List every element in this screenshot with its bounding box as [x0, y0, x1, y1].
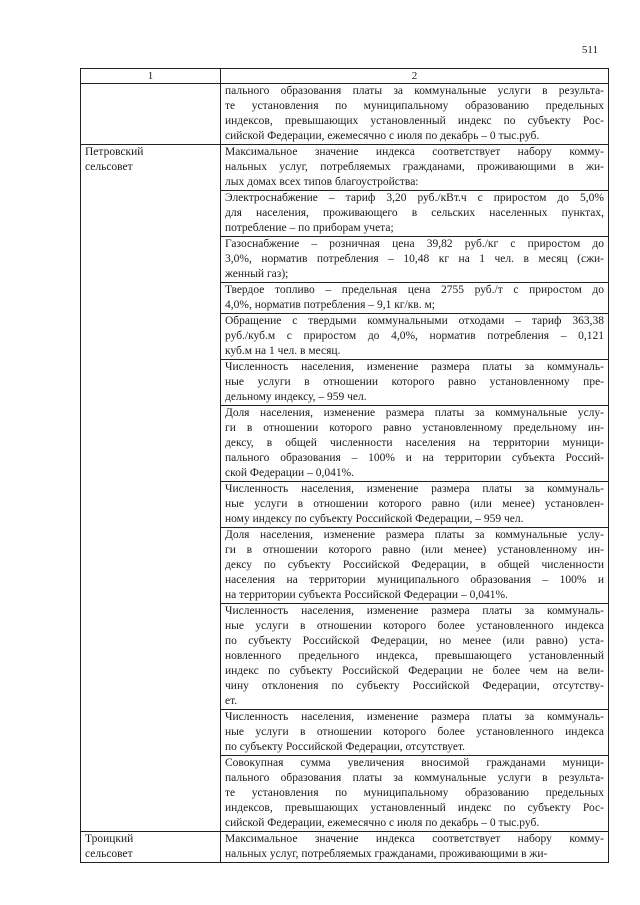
municipality-name-line: Троицкий — [85, 833, 134, 845]
text-line: пального образования платы за коммунальные услуги в результа- — [225, 772, 604, 784]
paragraph — [225, 283, 604, 313]
text-line: ги в отношении которого равно (или менее) установленному ин- — [225, 544, 604, 556]
paragraph — [225, 406, 604, 481]
text-line: женный газ); — [225, 268, 289, 280]
text-line: Максимальное значение индекса соответствует набору комму- — [225, 833, 604, 845]
text-line: населения на территории муниципального образования – 100% и — [225, 574, 604, 586]
table-row — [81, 832, 609, 863]
text-line: по субъекту Российской Федерации, отсутствует. — [225, 741, 466, 753]
municipality-name-cell — [81, 832, 221, 863]
text-line: пального образования – 100% и на территории субъекта Россий- — [225, 452, 604, 464]
municipality-name-cell — [81, 84, 221, 145]
text-line: ные услуги в отношении которого более установленного индекса — [225, 726, 604, 738]
paragraph — [225, 84, 604, 144]
text-line: пального образования платы за коммунальные услуги в результа- — [225, 85, 604, 97]
text-line: Доля населения, изменение размера платы за коммунальные услу- — [225, 529, 604, 541]
table-header-row — [81, 69, 609, 84]
text-line: на территории субъекта Российской Федерации – 0,041%. — [225, 589, 508, 601]
text-line: сийской Федерации, ежемесячно с июля по декабрь – 0 тыс.руб. — [225, 817, 540, 829]
text-line: Электроснабжение – тариф 3,20 руб./кВт.ч с приростом до 5,0% — [225, 192, 604, 204]
text-line: те установления по муниципальному образованию предельных — [225, 787, 604, 799]
text-line: Численность населения, изменение размера платы за коммуналь- — [225, 361, 604, 373]
paragraph — [225, 237, 604, 282]
text-line: ные услуги в отношении которого равно установленному пре- — [225, 376, 604, 388]
municipality-name-cell — [81, 145, 221, 832]
text-line: новленного предельного индекса, превышающего установленный — [225, 650, 604, 662]
column-header-2: 2 — [221, 69, 609, 84]
municipality-name-line: сельсовет — [85, 848, 133, 860]
text-line: 3,0%, норматив потребления – 10,48 кг на 1 чел. в месяц (сжи- — [225, 253, 604, 265]
paragraph — [225, 191, 604, 236]
text-line: для населения, проживающего в сельских населенных пунктах, — [225, 207, 604, 219]
text-line: ет. — [225, 695, 238, 707]
paragraph — [225, 482, 604, 527]
text-line: по субъекту Российской Федерации, но менее (или равно) уста- — [225, 635, 604, 647]
text-line: Численность населения, изменение размера платы за коммуналь- — [225, 711, 604, 723]
text-line: Совокупная сумма увеличения вносимой гражданами муници- — [225, 757, 604, 769]
text-line: ги в отношении которого равно установленному предельному ин- — [225, 422, 604, 434]
text-line: Газоснабжение – розничная цена 39,82 руб./кг с приростом до — [225, 238, 604, 250]
description-cell — [221, 145, 609, 832]
paragraph — [225, 604, 604, 709]
municipality-name-line: Петровский — [85, 146, 144, 158]
text-line: индексов, превышающих установленный индекс по субъекту Рос- — [225, 802, 604, 814]
text-line: дельному индексу, – 959 чел. — [225, 391, 367, 403]
text-line: лых домах всех типов благоустройства: — [225, 176, 419, 188]
text-line: нальных услуг, потребляемых гражданами, проживающими в жи- — [225, 848, 548, 860]
text-line: дексу, в общей численности населения на территории муници- — [225, 437, 604, 449]
paragraph — [225, 832, 604, 862]
text-line: чину отклонения по субъекту Российской Федерации, отсутству- — [225, 680, 604, 692]
text-line: 4,0%, норматив потребления – 9,1 кг/кв. м; — [225, 299, 435, 311]
table-row — [81, 145, 609, 832]
text-line: ные услуги в отношении которого более установленного индекса — [225, 620, 604, 632]
text-line: индекс по субъекту Российской Федерации не более чем на вели- — [225, 665, 604, 677]
paragraph — [225, 145, 604, 190]
text-line: руб./куб.м с приростом до 4,0%, норматив потребления – 0,121 — [225, 330, 604, 342]
text-line: сийской Федерации, ежемесячно с июля по декабрь – 0 тыс.руб. — [225, 130, 540, 142]
text-line: потребление – по приборам учета; — [225, 222, 394, 234]
description-cell — [221, 84, 609, 145]
paragraph — [225, 360, 604, 405]
paragraph — [225, 756, 604, 831]
paragraph — [225, 710, 604, 755]
table-row — [81, 84, 609, 145]
text-line: ской Федерации – 0,041%. — [225, 467, 355, 479]
page-number: 511 — [581, 44, 598, 56]
text-line: дексу по субъекту Российской Федерации, в общей численности — [225, 559, 604, 571]
paragraph — [225, 314, 604, 359]
text-line: ному индексу по субъекту Российской Федерации, – 959 чел. — [225, 513, 524, 525]
text-line: Твердое топливо – предельная цена 2755 руб./т с приростом до — [225, 284, 604, 296]
paragraph — [225, 528, 604, 603]
municipality-name-line: сельсовет — [85, 161, 133, 173]
text-line: индексов, превышающих установленный индекс по субъекту Рос- — [225, 115, 604, 127]
text-line: Доля населения, изменение размера платы за коммунальные услу- — [225, 407, 604, 419]
description-cell — [221, 832, 609, 863]
text-line: те установления по муниципальному образованию предельных — [225, 100, 604, 112]
text-line: куб.м на 1 чел. в месяц. — [225, 345, 341, 357]
text-line: Максимальное значение индекса соответствует набору комму- — [225, 146, 604, 158]
text-line: Численность населения, изменение размера платы за коммуналь- — [225, 605, 604, 617]
column-header-1: 1 — [81, 69, 221, 84]
document-table — [80, 68, 609, 863]
text-line: нальных услуг, потребляемых гражданами, проживающими в жи- — [225, 161, 604, 173]
text-line: Обращение с твердыми коммунальными отходами – тариф 363,38 — [225, 315, 604, 327]
text-line: Численность населения, изменение размера платы за коммуналь- — [225, 483, 604, 495]
text-line: ные услуги в отношении которого равно (или менее) установлен- — [225, 498, 604, 510]
